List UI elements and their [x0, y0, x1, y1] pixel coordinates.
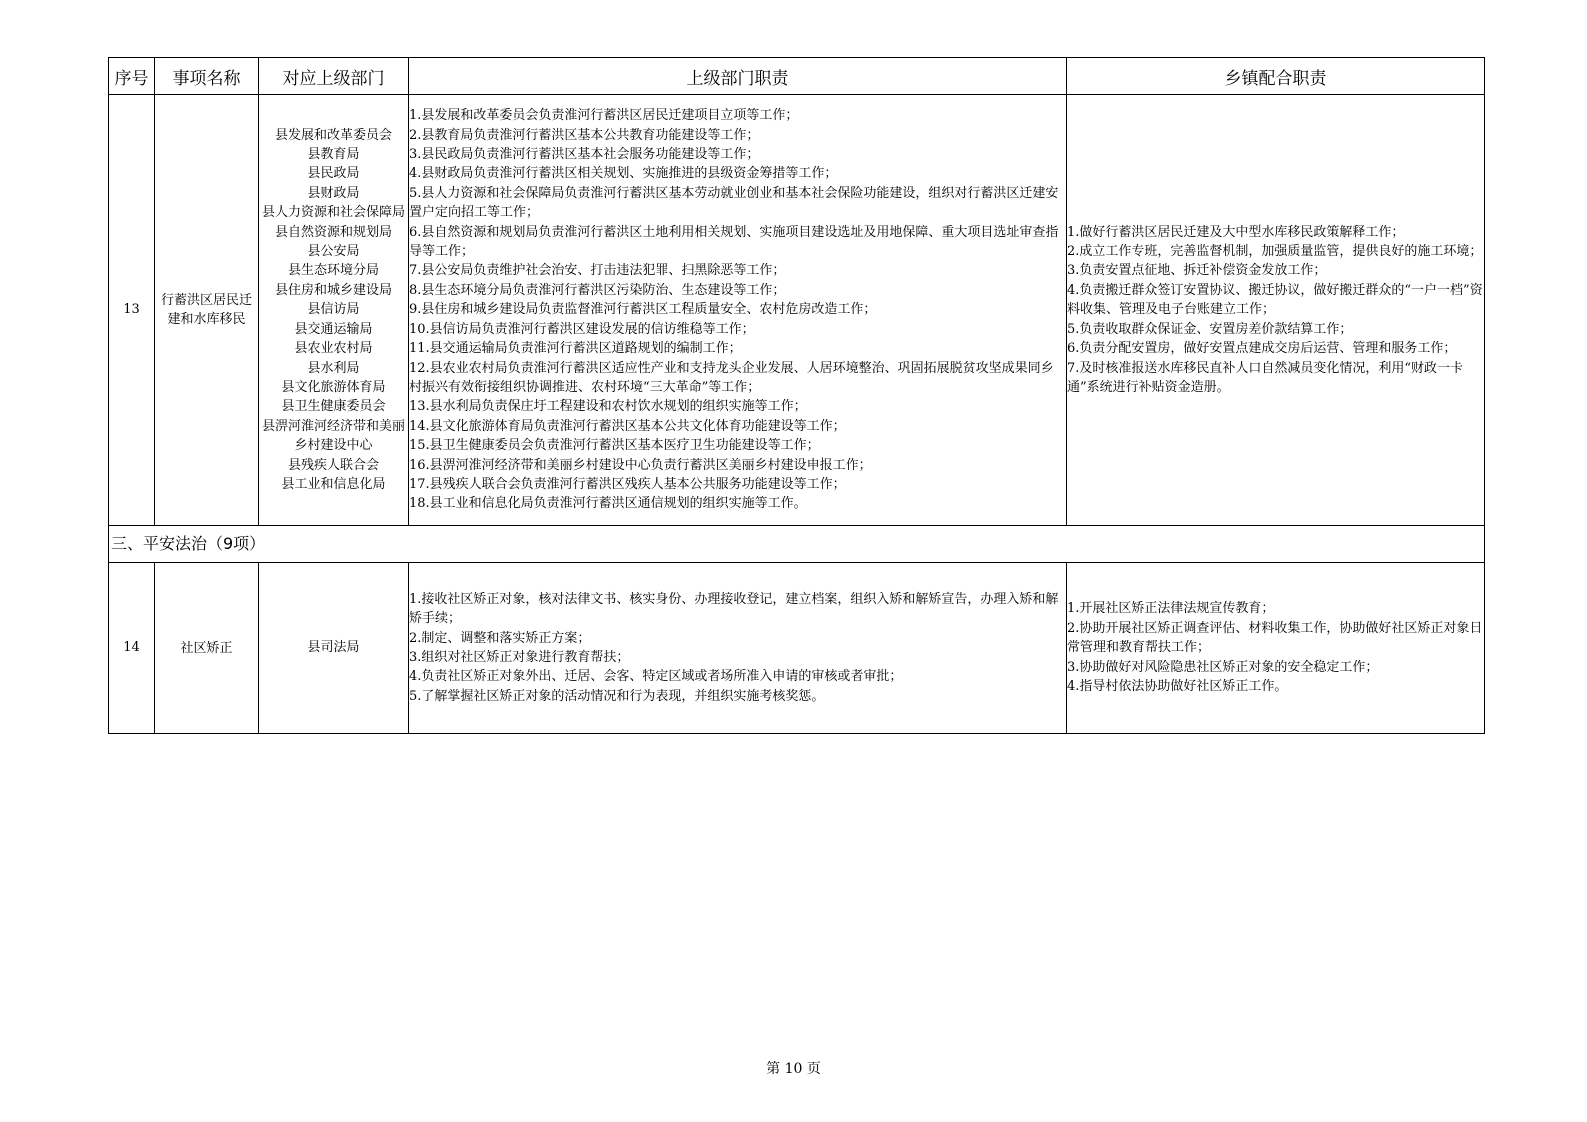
dept-name: 县交通运输局 [294, 321, 373, 337]
header-dept: 对应上级部门 [259, 58, 409, 95]
dept-name: 县残疾人联合会 [287, 457, 379, 473]
town-duty-list [1067, 599, 1484, 696]
dept-name: 县淠河淮河经济带和美丽乡村建设中心 [261, 418, 405, 454]
header-town-duty: 乡镇配合职责 [1067, 58, 1485, 95]
list-item: 2.制定、调整和落实矫正方案； [409, 630, 591, 646]
upper-duty-list [409, 590, 1066, 706]
page-number: 第 10 页 [766, 1061, 821, 1077]
list-item: 8.县生态环境分局负责淮河行蓄洪区污染防治、生态建设等工作； [409, 282, 786, 298]
dept-name: 县民政局 [307, 166, 360, 182]
list-item: 11.县交通运输局负责淮河行蓄洪区道路规划的编制工作； [409, 341, 742, 357]
dept-name: 县财政局 [307, 185, 360, 201]
upper-duty-list [409, 106, 1066, 514]
header-row [109, 58, 1485, 95]
header-upper-duty: 上级部门职责 [409, 58, 1067, 95]
dept-name: 县农业农村局 [294, 341, 373, 357]
dept-name: 县水利局 [307, 360, 360, 376]
list-item: 1.接收社区矫正对象，核对法律文书、核实身份、办理接收登记，建立档案，组织入矫和解矫宣告，办理入矫和解矫手续； [409, 591, 1059, 627]
upper-duty-cell [409, 563, 1067, 734]
list-item: 7.县公安局负责维护社会治安、打击违法犯罪、扫黑除恶等工作； [409, 263, 786, 279]
list-item: 2.成立工作专班，完善监督机制，加强质量监管，提供良好的施工环境； [1067, 244, 1483, 260]
duty-table [108, 57, 1485, 734]
list-item: 6.县自然资源和规划局负责淮河行蓄洪区土地利用相关规划、实施项目建设选址及用地保障、重大项目选址审查指导等工作； [409, 224, 1059, 260]
list-item: 5.负责收取群众保证金、安置房差价款结算工作； [1067, 321, 1353, 337]
table-row [109, 95, 1485, 526]
list-item: 12.县农业农村局负责淮河行蓄洪区适应性产业和支持龙头企业发展、人居环境整治、巩固拓展脱贫攻坚成果同乡村振兴有效衔接组织协调推进、农村环境“三大革命”等工作； [409, 360, 1054, 395]
row-number: 13 [109, 95, 155, 526]
list-item: 2.县教育局负责淮河行蓄洪区基本公共教育功能建设等工作； [409, 127, 760, 143]
list-item: 18.县工业和信息化局负责淮河行蓄洪区通信规划的组织实施等工作。 [409, 496, 807, 512]
list-item: 5.了解掌握社区矫正对象的活动情况和行为表现，并组织实施考核奖惩。 [409, 688, 825, 704]
dept-name: 县文化旅游体育局 [281, 379, 386, 395]
list-item: 1.县发展和改革委员会负责淮河行蓄洪区居民迁建项目立项等工作； [409, 108, 799, 124]
list-item: 10.县信访局负责淮河行蓄洪区建设发展的信访维稳等工作； [409, 321, 755, 337]
list-item: 7.及时核准报送水库移民直补人口自然减员变化情况，利用“财政一卡通”系统进行补贴资金造册。 [1067, 360, 1464, 395]
dept-name: 县生态环境分局 [287, 263, 379, 279]
list-item: 3.负责安置点征地、拆迁补偿资金发放工作； [1067, 263, 1327, 279]
header-item: 事项名称 [155, 58, 259, 95]
list-item: 6.负责分配安置房，做好安置点建成交房后运营、管理和服务工作； [1067, 341, 1457, 357]
list-item: 4.指导村依法协助做好社区矫正工作。 [1067, 679, 1288, 695]
section-title: 三、平安法治（9项） [109, 526, 1485, 563]
town-duty-cell [1067, 563, 1485, 734]
list-item: 4.负责搬迁群众签订安置协议、搬迁协议，做好搬迁群众的“一户一档”资料收集、管理及电子台账建立工作； [1067, 282, 1483, 318]
dept-name: 县公安局 [307, 244, 360, 260]
item-name: 行蓄洪区居民迁建和水库移民 [155, 95, 259, 526]
town-duty-cell [1067, 95, 1485, 526]
dept-name: 县卫生健康委员会 [281, 399, 386, 415]
list-item: 14.县文化旅游体育局负责淮河行蓄洪区基本公共文化体育功能建设等工作； [409, 418, 846, 434]
dept-name: 县司法局 [259, 563, 409, 734]
list-item: 3.县民政局负责淮河行蓄洪区基本社会服务功能建设等工作； [409, 147, 760, 163]
town-duty-list [1067, 223, 1484, 398]
list-item: 1.开展社区矫正法律法规宣传教育； [1067, 601, 1275, 617]
list-item: 15.县卫生健康委员会负责淮河行蓄洪区基本医疗卫生功能建设等工作； [409, 438, 820, 454]
list-item: 5.县人力资源和社会保障局负责淮河行蓄洪区基本劳动就业创业和基本社会保险功能建设，组织对行蓄洪区迁建安置户定向招工等工作； [409, 185, 1059, 221]
dept-name: 县住房和城乡建设局 [274, 282, 392, 298]
dept-name: 县自然资源和规划局 [274, 224, 392, 240]
item-name: 社区矫正 [155, 563, 259, 734]
dept-name: 县工业和信息化局 [281, 476, 386, 492]
dept-name: 县教育局 [307, 147, 360, 163]
list-item: 3.组织对社区矫正对象进行教育帮扶； [409, 650, 630, 665]
section-row [109, 526, 1485, 563]
row-number: 14 [109, 563, 155, 734]
list-item: 4.县财政局负责淮河行蓄洪区相关规划、实施推进的县级资金筹措等工作； [409, 166, 838, 182]
list-item: 17.县残疾人联合会负责淮河行蓄洪区残疾人基本公共服务功能建设等工作； [409, 476, 846, 492]
upper-duty-cell [409, 95, 1067, 526]
dept-name: 县信访局 [307, 302, 360, 318]
header-no: 序号 [109, 58, 155, 95]
list-item: 9.县住房和城乡建设局负责监督淮河行蓄洪区工程质量安全、农村危房改造工作； [409, 302, 877, 318]
list-item: 1.做好行蓄洪区居民迁建及大中型水库移民政策解释工作； [1067, 224, 1405, 240]
list-item: 4.负责社区矫正对象外出、迁居、会客、特定区域或者场所准入申请的审核或者审批； [409, 669, 903, 685]
list-item: 16.县淠河淮河经济带和美丽乡村建设中心负责行蓄洪区美丽乡村建设申报工作； [409, 457, 872, 473]
list-item: 2.协助开展社区矫正调查评估、材料收集工作，协助做好社区矫正对象日常管理和教育帮扶工作； [1067, 620, 1483, 656]
list-item: 3.协助做好对风险隐患社区矫正对象的安全稳定工作； [1067, 659, 1379, 675]
dept-name: 县人力资源和社会保障局 [261, 205, 405, 221]
dept-name: 县发展和改革委员会 [274, 127, 392, 143]
dept-list [259, 95, 409, 526]
table-row [109, 563, 1485, 734]
list-item: 13.县水利局负责保庄圩工程建设和农村饮水规划的组织实施等工作； [409, 399, 807, 415]
